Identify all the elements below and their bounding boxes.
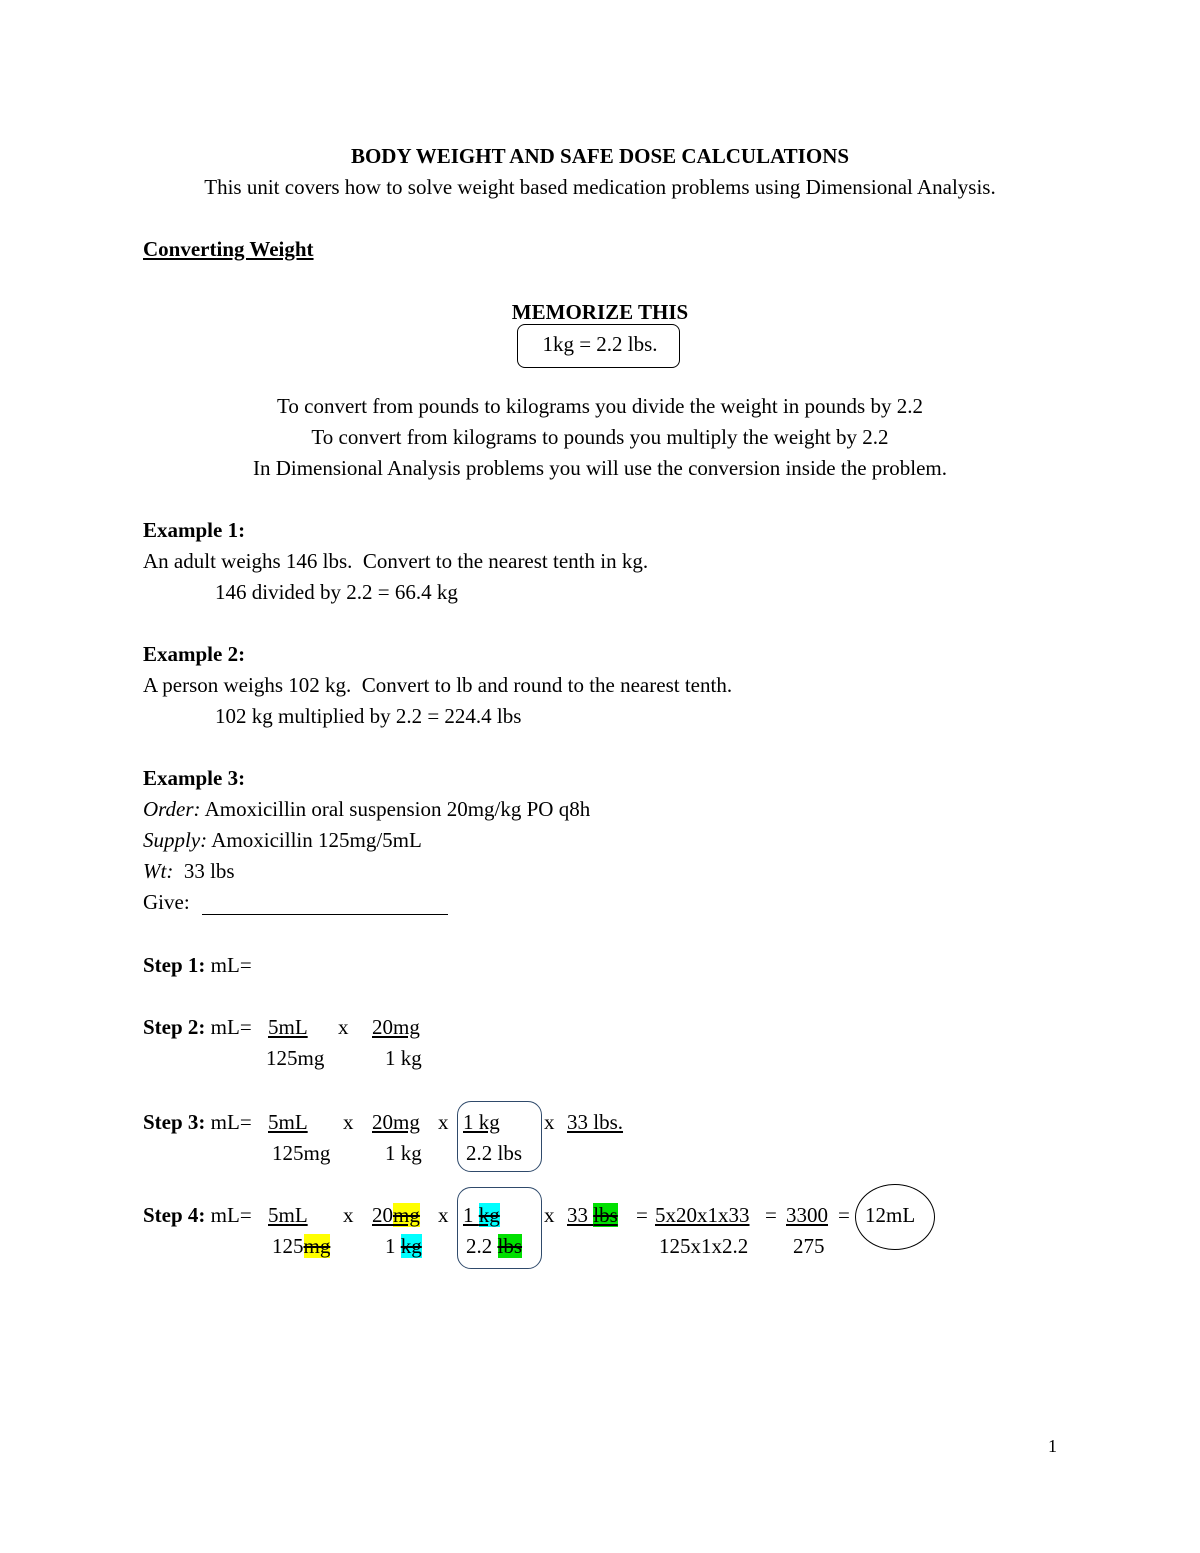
step2-num2: 20mg: [372, 1015, 420, 1039]
step2-line: [143, 1017, 252, 1038]
section-heading: Converting Weight: [143, 237, 314, 261]
step4-prefix: mL=: [205, 1203, 252, 1227]
example1-heading: Example 1:: [143, 518, 246, 542]
step3-times: x: [343, 1110, 354, 1134]
supply-label: Supply:: [143, 828, 208, 852]
rule-line: To convert from kilograms to pounds you multiply the weight by 2.2: [311, 425, 889, 449]
step4-equals: =: [838, 1203, 850, 1227]
step4-den3-value: 2.2: [466, 1234, 498, 1258]
step3-prefix: mL=: [205, 1110, 252, 1134]
step2-den1: 125mg: [266, 1046, 325, 1070]
step4-line: [143, 1205, 252, 1226]
step4-num2-value: 20: [372, 1203, 393, 1227]
step3-times: x: [438, 1110, 449, 1134]
step4-den1: [272, 1236, 330, 1257]
step4-times: x: [343, 1203, 354, 1227]
give-label: Give:: [143, 890, 190, 914]
example1-answer: 146 divided by 2.2 = 66.4 kg: [215, 580, 458, 604]
step2-den2: 1 kg: [385, 1046, 422, 1070]
cancelled-unit: mg: [303, 1234, 331, 1258]
step2-label: Step 2:: [143, 1015, 206, 1039]
example2-answer: 102 kg multiplied by 2.2 = 224.4 lbs: [215, 704, 522, 728]
step4-calc-den: 125x1x2.2: [659, 1234, 749, 1258]
step3-times: x: [544, 1110, 555, 1134]
cancelled-unit: kg: [478, 1203, 500, 1227]
order-label: Order:: [143, 797, 201, 821]
step4-num2: [372, 1205, 420, 1226]
step4-times: x: [438, 1203, 449, 1227]
step1-label: Step 1:: [143, 953, 206, 977]
step3-den1: 125mg: [272, 1141, 331, 1165]
step3-num4: 33 lbs.: [567, 1110, 624, 1134]
step4-num3-value: 1: [463, 1203, 479, 1227]
step4-num1: 5mL: [268, 1203, 308, 1227]
give-blank-line: [202, 914, 448, 915]
step4-den2: [385, 1236, 422, 1257]
step4-num4-value: 33: [567, 1203, 594, 1227]
step1-expr: mL=: [205, 953, 252, 977]
step4-times: x: [544, 1203, 555, 1227]
intro-text: This unit covers how to solve weight based medication problems using Dimensional Analysis.: [204, 175, 996, 199]
step4-num4: [567, 1205, 618, 1226]
example2-heading: Example 2:: [143, 642, 246, 666]
order-value: Amoxicillin oral suspension 20mg/kg PO q8h: [200, 797, 591, 821]
step4-den2-value: 1: [385, 1234, 401, 1258]
order-line: [143, 799, 590, 820]
step4-den1-value: 125: [272, 1234, 304, 1258]
example3-heading: Example 3:: [143, 766, 246, 790]
rule-line: To convert from pounds to kilograms you divide the weight in pounds by 2.2: [277, 394, 923, 418]
step2-num1: 5mL: [268, 1015, 308, 1039]
page-number: 1: [1048, 1436, 1057, 1456]
example1-text: An adult weighs 146 lbs. Convert to the nearest tenth in kg.: [143, 549, 649, 573]
cancelled-unit: kg: [400, 1234, 422, 1258]
step4-den3: [466, 1236, 522, 1257]
step2-times: x: [338, 1015, 349, 1039]
step4-res-den: 275: [793, 1234, 825, 1258]
cancelled-unit: lbs: [593, 1203, 618, 1227]
rule-line: In Dimensional Analysis problems you will use the conversion inside the problem.: [252, 456, 948, 480]
memorize-rule: 1kg = 2.2 lbs.: [542, 332, 658, 356]
step3-num2: 20mg: [372, 1110, 420, 1134]
step4-num3: [463, 1205, 525, 1226]
supply-line: [143, 830, 422, 851]
step1-line: [143, 955, 252, 976]
step4-res-num: 3300: [786, 1203, 828, 1227]
page-title: BODY WEIGHT AND SAFE DOSE CALCULATIONS: [350, 144, 850, 168]
step2-prefix: mL=: [205, 1015, 252, 1039]
weight-value: 33 lbs: [173, 859, 235, 883]
cancelled-unit: lbs: [497, 1234, 523, 1258]
step3-num1: 5mL: [268, 1110, 308, 1134]
step4-equals: =: [636, 1203, 648, 1227]
step3-label: Step 3:: [143, 1110, 206, 1134]
step4-equals: =: [765, 1203, 777, 1227]
step4-result: 12mL: [865, 1203, 916, 1227]
step4-calc-num: 5x20x1x33: [655, 1203, 750, 1227]
weight-line: [143, 861, 235, 882]
step3-den2: 1 kg: [385, 1141, 422, 1165]
weight-label: Wt:: [143, 859, 174, 883]
step4-label: Step 4:: [143, 1203, 206, 1227]
step3-num3: 1 kg: [463, 1110, 500, 1134]
step3-line: [143, 1112, 252, 1133]
example2-text: A person weighs 102 kg. Convert to lb and round to the nearest tenth.: [143, 673, 733, 697]
memorize-label: MEMORIZE THIS: [511, 300, 689, 324]
supply-value: Amoxicillin 125mg/5mL: [207, 828, 422, 852]
cancelled-unit: mg: [393, 1203, 420, 1227]
step3-den3: 2.2 lbs: [466, 1141, 523, 1165]
